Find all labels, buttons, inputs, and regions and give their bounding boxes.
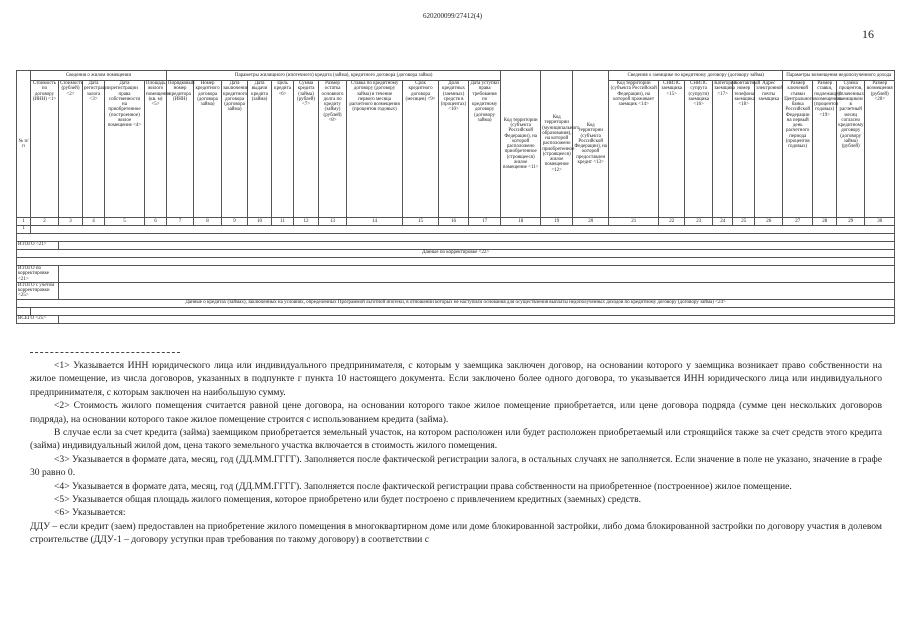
col-7-header: Порядковый номер кредитора (ИНН) bbox=[167, 81, 194, 218]
table-row-total bbox=[17, 242, 895, 250]
column-number: 1 bbox=[17, 218, 31, 226]
column-number: 12 bbox=[294, 218, 319, 226]
col-14-header: Ставка по кредитному договору (договору займа) в течение первого месяца расчетного возмещения (процентов годовых) bbox=[347, 81, 403, 218]
col-8-header: Номер кредитного договора (договора займа) bbox=[194, 81, 222, 218]
corrections-title: Данные по корректировке <22> bbox=[17, 250, 895, 258]
column-number: 28 bbox=[813, 218, 837, 226]
column-number: 27 bbox=[783, 218, 813, 226]
col-3-header: Стоимость (рублей) <2> bbox=[59, 81, 83, 218]
table-row bbox=[17, 234, 895, 242]
group-borrower-header: Сведения о заемщике по кредитному договору (договору займа) bbox=[609, 71, 783, 81]
col-26-header: Адрес электронной почты заемщика bbox=[755, 81, 783, 218]
column-number: 17 bbox=[469, 218, 501, 226]
table-row-total-with-correction bbox=[17, 282, 895, 299]
page-number: 16 bbox=[862, 27, 874, 41]
table-row-total-correction bbox=[17, 266, 895, 283]
column-number: 24 bbox=[713, 218, 733, 226]
col-19-header: Код территории (субъекта Российской Федерации), на которой предоставлен кредит <13> bbox=[573, 71, 609, 218]
column-number: 4 bbox=[83, 218, 105, 226]
col-30-header: Размер возмещения (рублей) <20> bbox=[865, 81, 895, 218]
footnote-3: <3> Указывается в формате дата, месяц, год (ДД.ММ.ГГГГ). Заполняется после фактической регистрации залога, в остальных случаях не заполняется. Если значение в поле не указано, значение в графе 30 равно 0. bbox=[30, 453, 882, 479]
column-number: 25 bbox=[733, 218, 755, 226]
extra-title: Данные о кредитах (займах), заключенных на условиях, определенных Программой льготной ипотеки, в отношении которых не наступили основания для осуществления выплаты недополученных доходов по кредитному договору (договору займа) <24> bbox=[17, 299, 895, 307]
footnote-1: <1> Указывается ИНН юридического лица или индивидуального предпринимателя, с которым у заемщика заключен договор, на основании которого у заемщика возникает право собственности на жилое помещение, из числа договоров, указанных в подпункте г пункта 10 настоящего документа. Если заключено более одного договора, то указывается ИНН юридического лица или индивидуального предпринимателя, с которым заключен на наибольшую сумму. bbox=[30, 360, 882, 398]
col-16-header: Доля кредитных (заемных) средств в (процентах) <10> bbox=[439, 81, 469, 218]
column-number: 22 bbox=[659, 218, 685, 226]
col-22-header: СНИЛС заемщика <15> bbox=[659, 81, 685, 218]
column-number: 5 bbox=[105, 218, 145, 226]
column-number: 3 bbox=[59, 218, 83, 226]
column-number: 23 bbox=[685, 218, 713, 226]
footnotes bbox=[30, 352, 882, 547]
column-number: 18 bbox=[501, 218, 541, 226]
col-no-header: № п/п bbox=[17, 71, 31, 218]
col-27-header: Размер ключевой ставки Центрального банка Российской Федерации на первый день расчетного периода (процентов годовых) bbox=[783, 81, 813, 218]
group-nonrepaid-header: Параметры возмещения недополученного дохода bbox=[783, 71, 895, 81]
column-number: 9 bbox=[222, 218, 248, 226]
col-24-header: Категория заемщика <17> bbox=[713, 81, 733, 218]
col-6-header: Площадь жилого помещения (кв. м) <5> bbox=[145, 81, 167, 218]
row-all-label: ВСЕГО <25> bbox=[17, 315, 59, 323]
col-29-header: Сумма процентов, уплаченных заемщиком в расчетный месяц согласно кредитному договору (договору займа) (рублей) bbox=[837, 81, 865, 218]
footnote-6a: ДДУ – если кредит (заем) предоставлен на приобретение жилого помещения в многоквартирном доме или доме блокированной застройки, либо дома блокированной застройки по договору участия в долевом строительстве (ДДУ-1 – договору уступки прав требования по такому договору) в соответствии с bbox=[30, 520, 882, 546]
column-number: 6 bbox=[145, 218, 167, 226]
footnote-6: <6> Указывается: bbox=[54, 507, 126, 519]
footnote-separator bbox=[30, 352, 180, 356]
col-21-header: Код территории (субъекта Российской Федерации), на которой проживает заемщик <14> bbox=[609, 81, 659, 218]
col-15-header: Срок кредитного договора (месяцев) <9> bbox=[403, 81, 439, 218]
table-row-all bbox=[17, 315, 895, 323]
col-28-header: Размер ставки, подлежащей возмещению (процентов годовых) <19> bbox=[813, 81, 837, 218]
column-number: 16 bbox=[439, 218, 469, 226]
table-section-corrections bbox=[17, 250, 895, 258]
report-table-container bbox=[16, 70, 893, 324]
column-number-row bbox=[17, 218, 895, 226]
footnote-2b: В случае если за счет кредита (займа) заемщиком приобретается земельный участок, на котором расположен или будет расположен приобретаемый или строящийся также за счет средств этого кредита (займа) индивидуальный жилой дом, цена такого земельного участка включается в стоимость жилого помещения. bbox=[30, 427, 882, 452]
column-number: 10 bbox=[248, 218, 272, 226]
column-number: 30 bbox=[865, 218, 895, 226]
row-total-label: ИТОГО <21> bbox=[17, 242, 59, 250]
column-number: 15 bbox=[403, 218, 439, 226]
col-17-header: Код территории (субъекта Российской Федерации), на которой расположено приобретенное (строящееся) жилое помещение <11> bbox=[501, 71, 541, 218]
row-total-correction-label: ИТОГО по корректировке <21> bbox=[17, 266, 59, 283]
group-housing-header: Сведения о жилом помещении bbox=[31, 71, 167, 81]
column-number: 20 bbox=[573, 218, 609, 226]
row-data-start: 1 bbox=[17, 226, 31, 234]
report-table bbox=[16, 70, 895, 324]
col-2-header: Стоимость по договору (ИНН) <1> bbox=[31, 81, 59, 218]
col-13-header: Размер остатка основного долга по кредиту (займу) (рублей) <8> bbox=[319, 81, 347, 218]
column-header-row bbox=[17, 81, 895, 218]
column-number: 21 bbox=[609, 218, 659, 226]
column-number: 11 bbox=[272, 218, 294, 226]
table-row bbox=[17, 258, 895, 266]
col-5-header: Дата регистрации права собственности на приобретенное (построенное) жилое помещение <4> bbox=[105, 81, 145, 218]
column-number: 8 bbox=[194, 218, 222, 226]
table-row bbox=[17, 307, 895, 315]
col-25-header: Контактный номер телефона заемщика <18> bbox=[733, 81, 755, 218]
column-number: 19 bbox=[541, 218, 573, 226]
col-11-header: Цель кредита <6> bbox=[272, 81, 294, 218]
col-9-header: Дата заключения кредитного договора (договора займа) bbox=[222, 81, 248, 218]
column-number: 7 bbox=[167, 218, 194, 226]
col-4-header: Дата регистрации залога <3> bbox=[83, 81, 105, 218]
group-loan-header: Параметры жилищного (ипотечного) кредита (займа), кредитного договора (договора займа) bbox=[167, 71, 501, 81]
table-row bbox=[17, 226, 895, 234]
col-17-header: Дата уступки права требования по кредитному договору (договору займа) bbox=[469, 81, 501, 218]
document-code: 620200099/27412(4) bbox=[422, 12, 483, 20]
column-number: 26 bbox=[755, 218, 783, 226]
col-23-header: СНИЛС супруга (супруги) заемщика <16> bbox=[685, 81, 713, 218]
column-number: 14 bbox=[347, 218, 403, 226]
row-total-with-correction-label: ИТОГО с учетом корректировки <25> bbox=[17, 282, 59, 299]
footnote-5: <5> Указывается общая площадь жилого помещения, которое приобретено или будет построено с привлечением кредитных (заемных) средств. bbox=[54, 494, 642, 506]
col-12-header: Сумма кредита (займа) (рублей) <7> bbox=[294, 81, 319, 218]
col-10-header: Дата выдачи кредита (займа) bbox=[248, 81, 272, 218]
column-number: 13 bbox=[319, 218, 347, 226]
column-number: 2 bbox=[31, 218, 59, 226]
footnote-2: <2> Стоимость жилого помещения считается равной цене договора, на основании которого такое жилое помещение приобретается, или цене договора подряда (сумме цен нескольких договоров подряда), на основании которого такое жилое помещение строится с использованием кредита (займа). bbox=[30, 400, 882, 425]
column-number: 29 bbox=[837, 218, 865, 226]
col-18-header: Код территории (муниципального образования), на которой расположено приобретенное (строящееся) жилое помещение <12> bbox=[541, 71, 573, 218]
table-section-extra bbox=[17, 299, 895, 307]
footnote-4: <4> Указывается в формате дата, месяц, год (ДД.ММ.ГГГГ). Заполняется после фактической регистрации права собственности на приобретенное (построенное) жилое помещение. bbox=[54, 480, 792, 492]
